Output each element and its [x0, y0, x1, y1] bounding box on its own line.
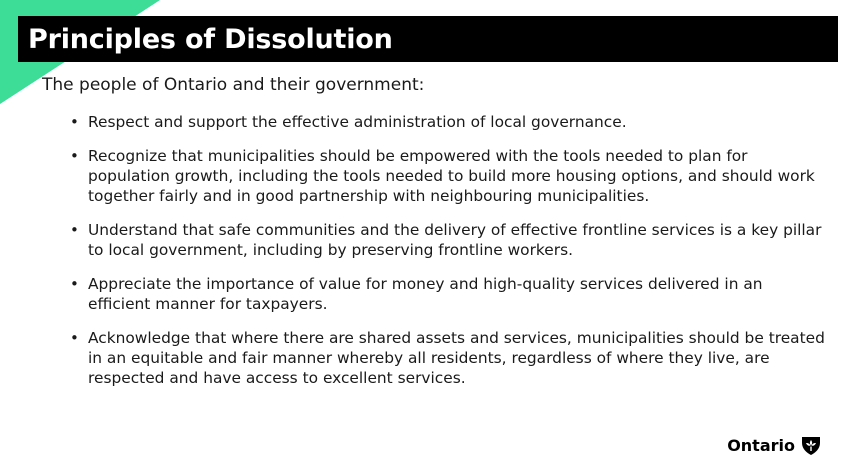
- bullet-list: [70, 112, 825, 402]
- list-item-text: Appreciate the importance of value for money and high-quality services delivered in an efficient manner for taxpayers.: [88, 275, 763, 313]
- ontario-logo: [727, 434, 822, 456]
- logo-text: Ontario: [727, 435, 795, 455]
- bullet-marker: •: [70, 275, 79, 293]
- list-item-text: Respect and support the effective administration of local governance.: [88, 113, 627, 131]
- bullet-marker: •: [70, 221, 79, 239]
- list-item-text: Recognize that municipalities should be empowered with the tools needed to plan for population growth, including the tools needed to build more housing options, and should work together fairly and in good partnership with neighbouring municipalities.: [88, 147, 815, 205]
- list-item: [70, 274, 825, 314]
- title-bar: [18, 16, 838, 62]
- list-item-text: Understand that safe communities and the delivery of effective frontline services is a key pillar to local government, including by preserving frontline workers.: [88, 221, 822, 259]
- list-item: [70, 146, 825, 206]
- list-item: [70, 328, 825, 388]
- bullet-marker: •: [70, 329, 79, 347]
- list-item: [70, 112, 825, 132]
- list-item-text: Acknowledge that where there are shared assets and services, municipalities should be treated in an equitable and fair manner whereby all residents, regardless of where they live, are respected and have access to excellent services.: [88, 329, 825, 387]
- bullet-marker: •: [70, 113, 79, 131]
- page-title: Principles of Dissolution: [28, 23, 393, 55]
- bullet-marker: •: [70, 147, 79, 165]
- trillium-icon: [800, 434, 822, 456]
- list-item: [70, 220, 825, 260]
- intro-text: The people of Ontario and their government:: [42, 75, 425, 95]
